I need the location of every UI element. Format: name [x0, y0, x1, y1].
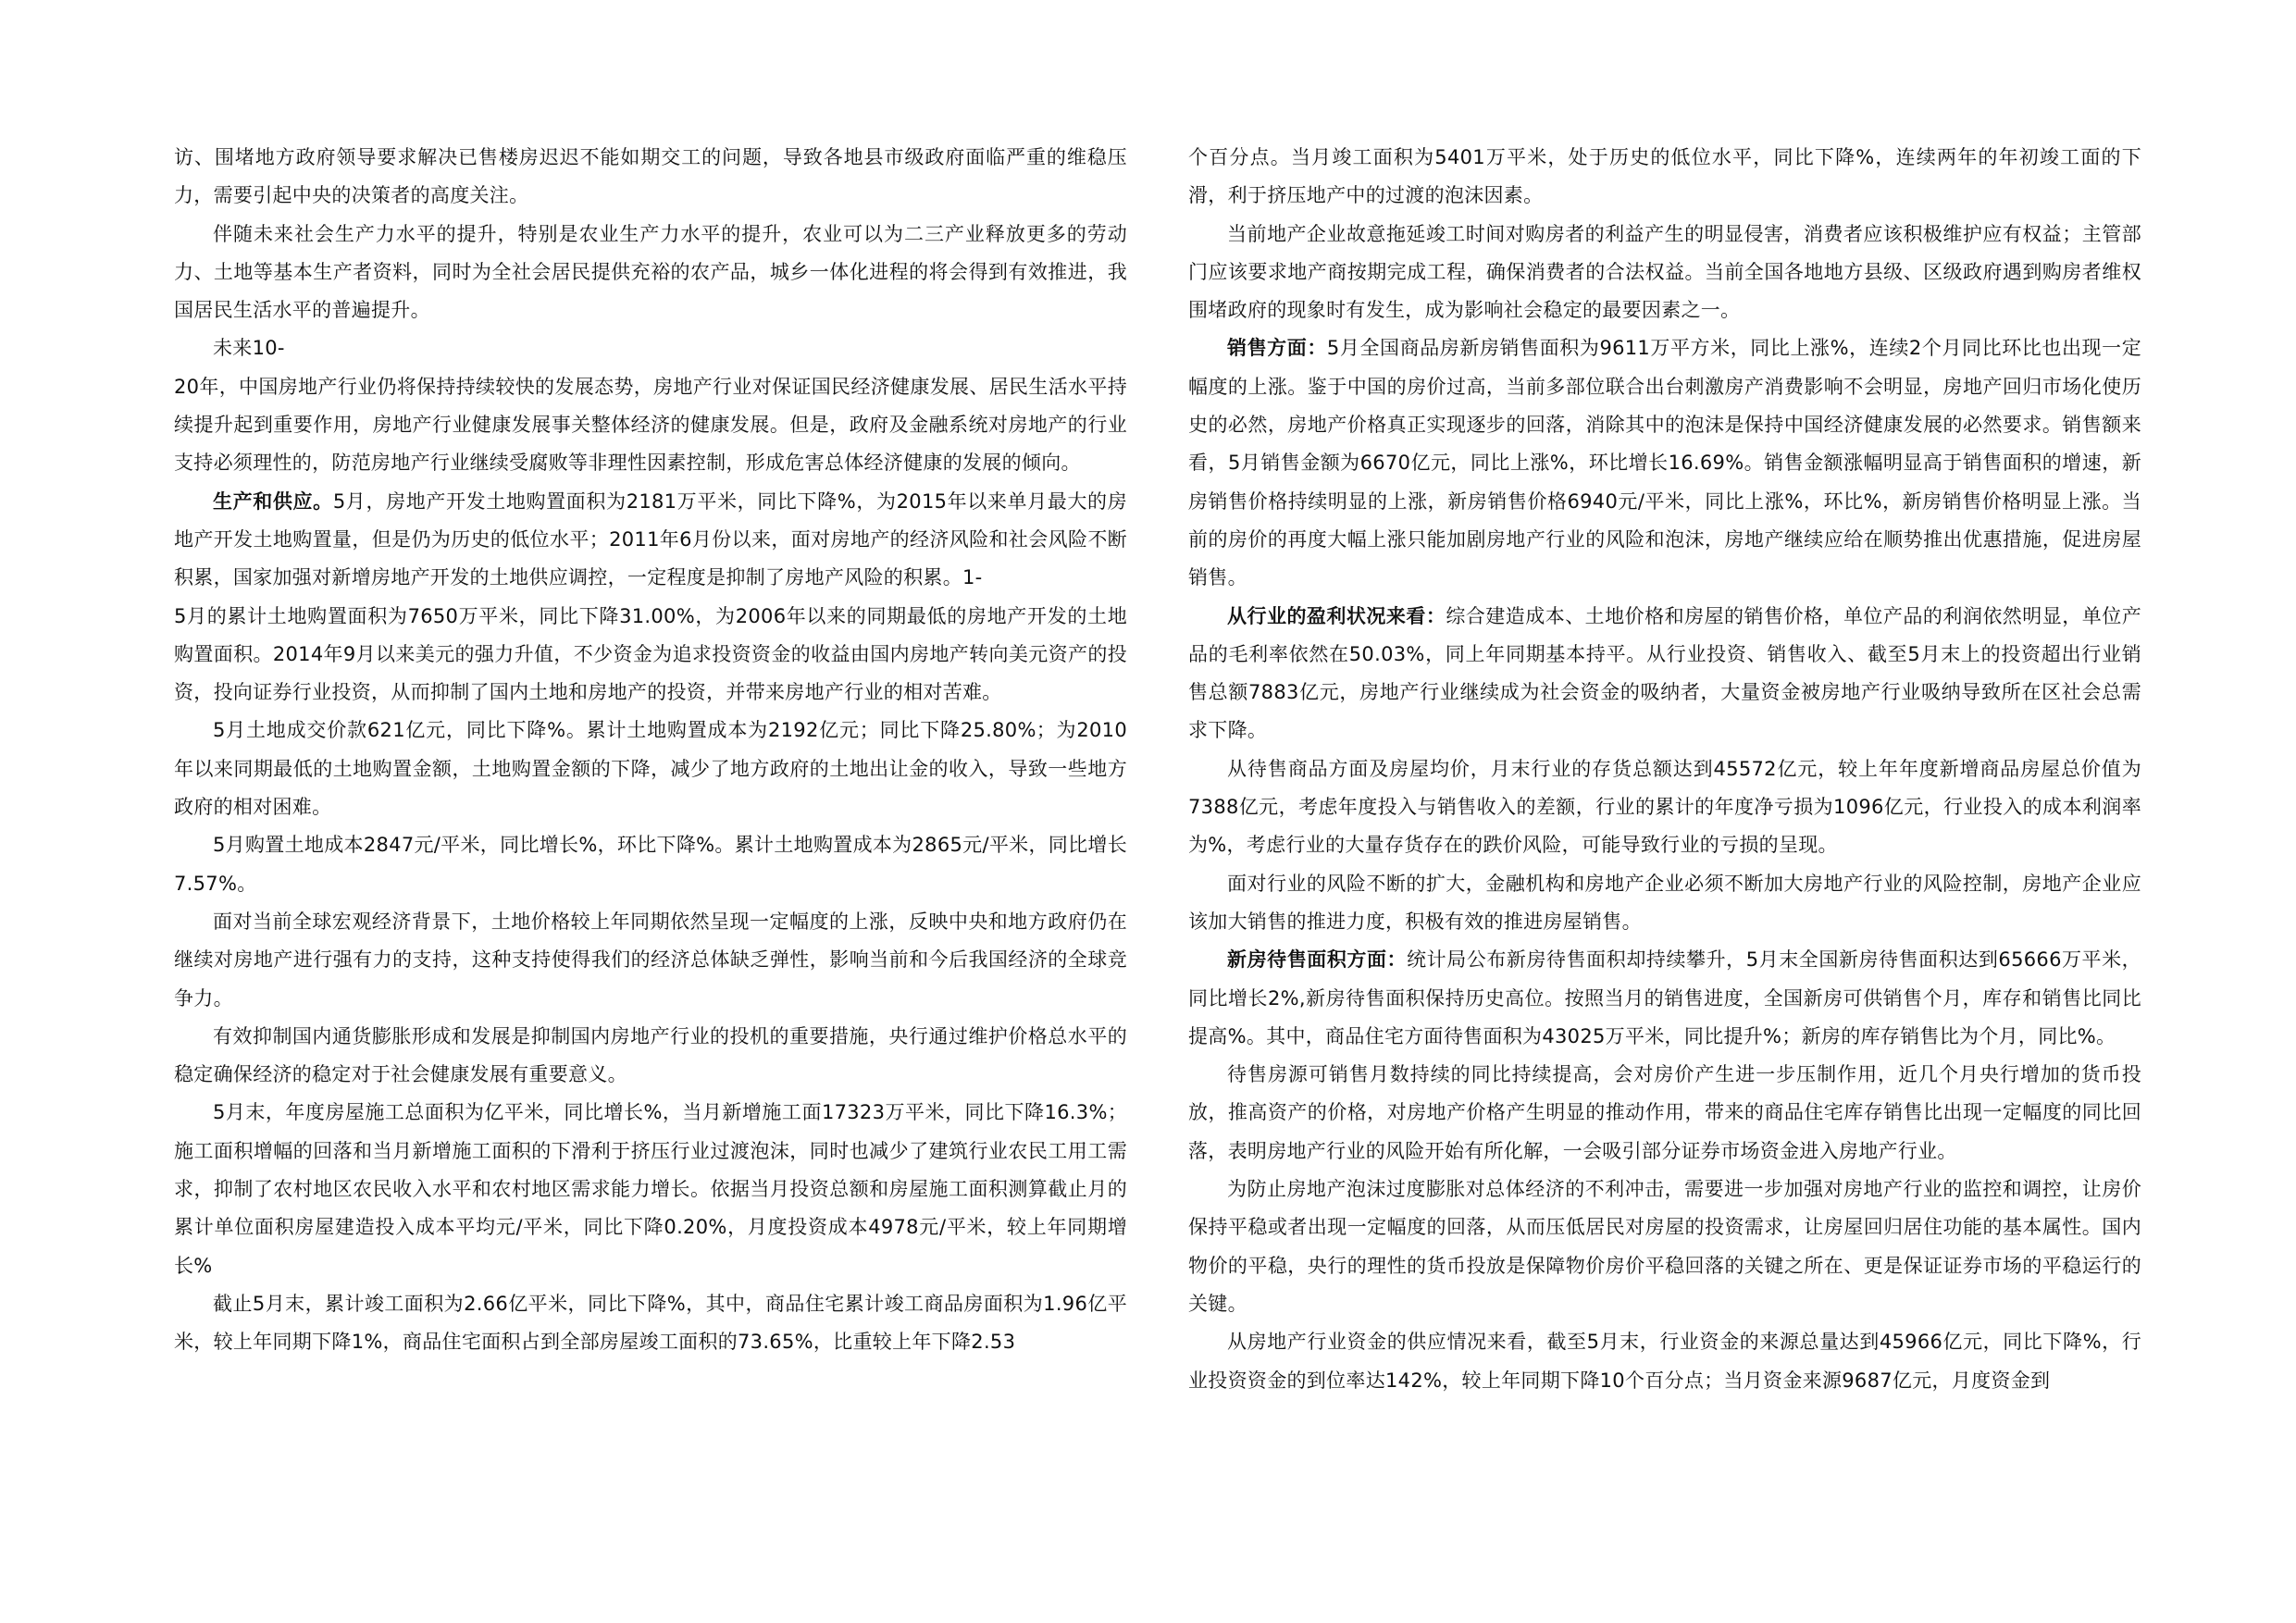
paragraph	[174, 1018, 1127, 1095]
paragraph	[174, 139, 1127, 216]
left-text-column	[174, 139, 1127, 1362]
paragraph	[1188, 1171, 2141, 1323]
right-text-column	[1188, 139, 2141, 1400]
paragraph	[1188, 1323, 2141, 1400]
paragraph	[174, 483, 1127, 598]
paragraph-text: 未来10-	[213, 337, 285, 360]
paragraph-text: 伴随未来社会生产力水平的提升，特别是农业生产力水平的提升，农业可以为二三产业释放更多的劳动力、土地等基本生产者资料，同时为全社会居民提供充裕的农产品，城乡一体化进程的将会得到有效推进，我国居民生活水平的普遍提升。	[174, 222, 1127, 322]
paragraph	[174, 826, 1127, 903]
paragraph-text: 从待售商品方面及房屋均价，月末行业的存货总额达到45572亿元，较上年年度新增商品房屋总价值为7388亿元，考虑年度投入与销售收入的差额，行业的累计的年度净亏损为1096亿元，行业投入的成本利润率为%，考虑行业的大量存货存在的跌价风险，可能导致行业的亏损的呈现。	[1188, 757, 2141, 857]
paragraph	[174, 1094, 1127, 1284]
paragraph-heading: 新房待售面积方面：	[1227, 948, 1408, 972]
paragraph-heading: 从行业的盈利状况来看：	[1227, 604, 1446, 627]
paragraph	[174, 903, 1127, 1018]
paragraph	[1188, 216, 2141, 330]
paragraph	[1188, 329, 2141, 597]
paragraph	[1188, 1056, 2141, 1171]
paragraph-text: 5月全国商品房新房销售面积为9611万平方米，同比上涨%，连续2个月同比环比也出现一定幅度的上涨。鉴于中国的房价过高，当前多部位联合出台刺激房产消费影响不会明显，房地产回归市场化使历史的必然，房地产价格真正实现逐步的回落，消除其中的泡沫是保持中国经济健康发展的必然要求。销售额来看，5月销售金额为6670亿元，同比上涨%，环比增长16.69%。销售金额涨幅明显高于销售面积的增速，新房销售价格持续明显的上涨，新房销售价格6940元/平米，同比上涨%，环比%，新房销售价格明显上涨。当前的房价的再度大幅上涨只能加剧房地产行业的风险和泡沫，房地产继续应给在顺势推出优惠措施，促进房屋销售。	[1188, 337, 2142, 589]
paragraph-text: 统计局公布新房待售面积却持续攀升，5月末全国新房待售面积达到65666万平米，同比增长2%,新房待售面积保持历史高位。按照当月的销售进度，全国新房可供销售个月，库存和销售比同比提高%。其中，商品住宅方面待售面积为43025万平米，同比提升%；新房的库存销售比为个月，同比%。	[1188, 948, 2141, 1047]
paragraph-text: 截止5月末，累计竣工面积为2.66亿平米，同比下降%，其中，商品住宅累计竣工商品房面积为1.96亿平米，较上年同期下降1%，商品住宅面积占到全部房屋竣工面积的73.65%，比重较上年下降2.53	[174, 1292, 1127, 1354]
paragraph-text: 面对行业的风险不断的扩大，金融机构和房地产企业必须不断加大房地产行业的风险控制，房地产企业应该加大销售的推进力度，积极有效的推进房屋销售。	[1188, 872, 2141, 933]
paragraph-text: 有效抑制国内通货膨胀形成和发展是抑制国内房地产行业的投机的重要措施，央行通过维护价格总水平的稳定确保经济的稳定对于社会健康发展有重要意义。	[174, 1024, 1127, 1086]
paragraph-text: 面对当前全球宏观经济背景下，土地价格较上年同期依然呈现一定幅度的上涨，反映中央和地方政府仍在继续对房地产进行强有力的支持，这种支持使得我们的经济总体缺乏弹性，影响当前和今后我国经济的全球竞争力。	[174, 910, 1127, 1010]
paragraph	[1188, 750, 2141, 865]
paragraph-text: 当前地产企业故意拖延竣工时间对购房者的利益产生的明显侵害，消费者应该积极维护应有权益；主管部门应该要求地产商按期完成工程，确保消费者的合法权益。当前全国各地地方县级、区级政府遇到购房者维权围堵政府的现象时有发生，成为影响社会稳定的最要因素之一。	[1188, 222, 2141, 322]
paragraph	[1188, 865, 2141, 942]
paragraph	[1188, 941, 2141, 1056]
paragraph-text: 个百分点。当月竣工面积为5401万平米，处于历史的低位水平，同比下降%，连续两年的年初竣工面的下滑，利于挤压地产中的过渡的泡沫因素。	[1188, 146, 2141, 207]
paragraph-heading: 销售方面：	[1227, 337, 1327, 360]
paragraph	[174, 216, 1127, 330]
paragraph-text: 从房地产行业资金的供应情况来看，截至5月末，行业资金的来源总量达到45966亿元，同比下降%，行业投资资金的到位率达142%，较上年同期下降10个百分点；当月资金来源9687亿元，月度资金到	[1188, 1331, 2141, 1392]
paragraph	[1188, 598, 2141, 750]
paragraph-text: 5月，房地产开发土地购置面积为2181万平米，同比下降%，为2015年以来单月最大的房地产开发土地购置量，但是仍为历史的低位水平；2011年6月份以来，面对房地产的经济风险和社会风险不断积累，国家加强对新增房地产开发的土地供应调控，一定程度是抑制了房地产风险的积累。1-	[174, 489, 1127, 589]
paragraph-text: 5月土地成交价款621亿元，同比下降%。累计土地购置成本为2192亿元；同比下降25.80%；为2010年以来同期最低的土地购置金额，土地购置金额的下降，减少了地方政府的土地出让金的收入，导致一些地方政府的相对困难。	[174, 719, 1127, 819]
paragraph	[174, 598, 1127, 712]
paragraph	[174, 1285, 1127, 1362]
paragraph-text: 20年，中国房地产行业仍将保持持续较快的发展态势，房地产行业对保证国民经济健康发展、居民生活水平持续提升起到重要作用，房地产行业健康发展事关整体经济的健康发展。但是，政府及金融系统对房地产的行业支持必须理性的，防范房地产行业继续受腐败等非理性因素控制，形成危害总体经济健康的发展的倾向。	[174, 375, 1127, 475]
paragraph-text: 为防止房地产泡沫过度膨胀对总体经济的不利冲击，需要进一步加强对房地产行业的监控和调控，让房价保持平稳或者出现一定幅度的回落，从而压低居民对房屋的投资需求，让房屋回归居住功能的基本属性。国内物价的平稳，央行的理性的货币投放是保障物价房价平稳回落的关键之所在、更是保证证券市场的平稳运行的关键。	[1188, 1178, 2141, 1315]
paragraph	[1188, 139, 2141, 216]
paragraph-text: 5月末，年度房屋施工总面积为亿平米，同比增长%，当月新增施工面17323万平米，同比下降16.3%；施工面积增幅的回落和当月新增施工面积的下滑利于挤压行业过渡泡沫，同时也减少了建筑行业农民工用工需求，抑制了农村地区农民收入水平和农村地区需求能力增长。依据当月投资总额和房屋施工面积测算截止月的累计单位面积房屋建造投入成本平均元/平米，同比下降0.20%，月度投资成本4978元/平米，较上年同期增长%	[174, 1101, 1127, 1277]
paragraph	[174, 368, 1127, 483]
paragraph-text: 5月购置土地成本2847元/平米，同比增长%，环比下降%。累计土地购置成本为2865元/平米，同比增长7.57%。	[174, 834, 1127, 895]
paragraph-text: 访、围堵地方政府领导要求解决已售楼房迟迟不能如期交工的问题，导致各地县市级政府面临严重的维稳压力，需要引起中央的决策者的高度关注。	[174, 146, 1127, 207]
paragraph	[174, 712, 1127, 826]
paragraph	[174, 329, 1127, 367]
paragraph-heading: 生产和供应。	[213, 489, 333, 513]
paragraph-text: 待售房源可销售月数持续的同比持续提高，会对房价产生进一步压制作用，近几个月央行增加的货币投放，推高资产的价格，对房地产价格产生明显的推动作用，带来的商品住宅库存销售比出现一定幅度的同比回落，表明房地产行业的风险开始有所化解，一会吸引部分证券市场资金进入房地产行业。	[1188, 1063, 2141, 1162]
paragraph-text: 综合建造成本、土地价格和房屋的销售价格，单位产品的利润依然明显，单位产品的毛利率依然在50.03%，同上年同期基本持平。从行业投资、销售收入、截至5月末上的投资超出行业销售总额7883亿元，房地产行业继续成为社会资金的吸纳者，大量资金被房地产行业吸纳导致所在区社会总需求下降。	[1188, 604, 2141, 742]
paragraph-text: 5月的累计土地购置面积为7650万平米，同比下降31.00%，为2006年以来的同期最低的房地产开发的土地购置面积。2014年9月以来美元的强力升值，不少资金为追求投资资金的收益由国内房地产转向美元资产的投资，投向证券行业投资，从而抑制了国内土地和房地产的投资，并带来房地产行业的相对苦难。	[174, 604, 1127, 704]
